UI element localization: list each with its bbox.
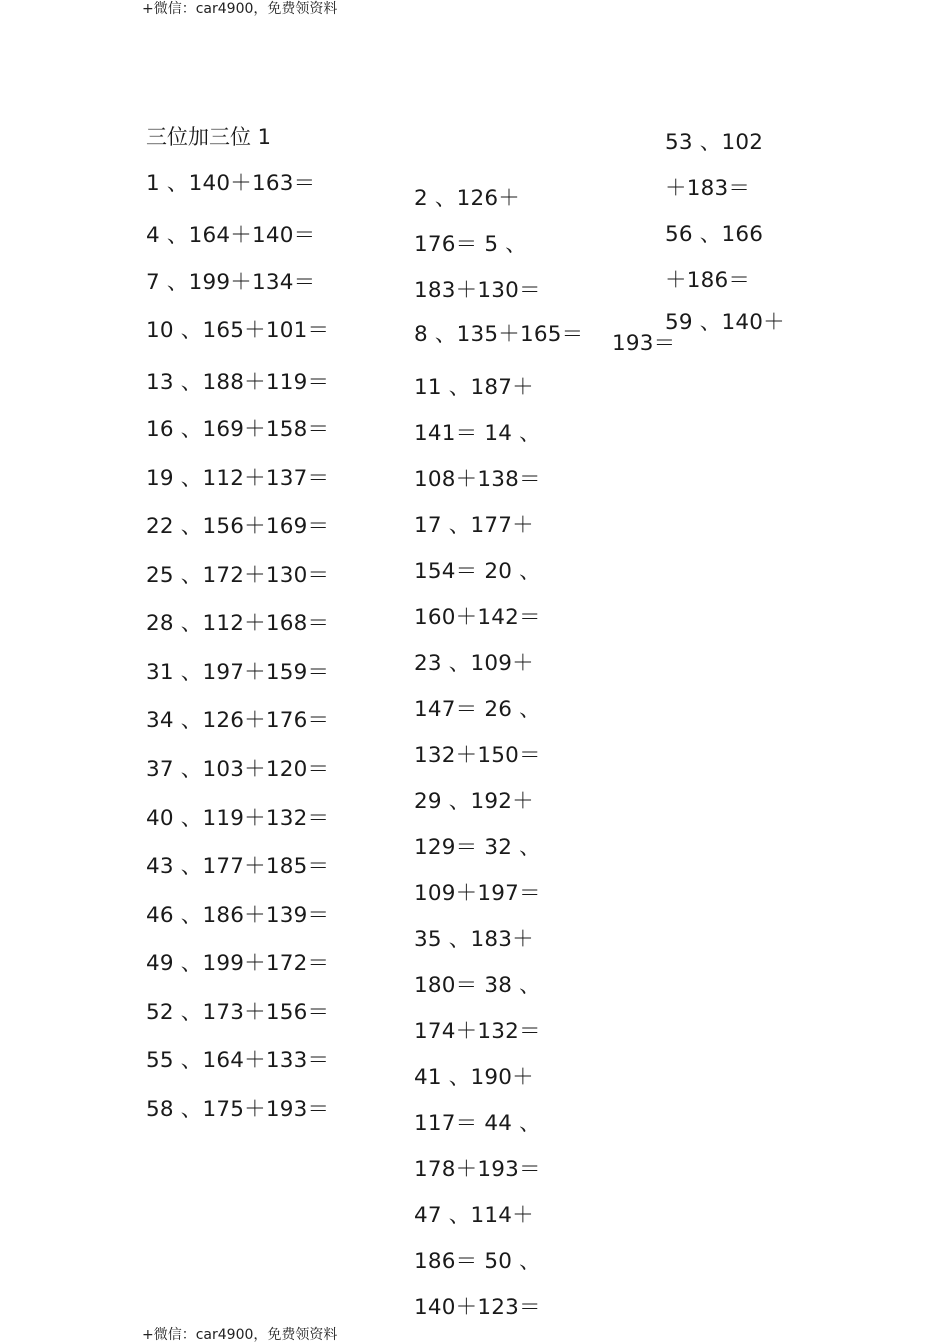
problem-item: 49 、199＋172＝: [146, 951, 330, 976]
problem-item: 22 、156＋169＝: [146, 514, 330, 539]
problem-item: 59 、140＋: [665, 310, 785, 335]
problem-item: 46 、186＋139＝: [146, 903, 330, 928]
problem-item: 180＝ 38 、: [414, 973, 541, 998]
watermark-bottom: +微信：car4900，免费领资料: [142, 1327, 338, 1343]
problem-item: 160＋142＝: [414, 605, 541, 630]
problem-item: 178＋193＝: [414, 1157, 541, 1182]
problem-item: 117＝ 44 、: [414, 1111, 541, 1136]
problem-item: 31 、197＋159＝: [146, 660, 330, 685]
problem-item: 132＋150＝: [414, 743, 541, 768]
problem-item: 34 、126＋176＝: [146, 708, 330, 733]
problem-item: 147＝ 26 、: [414, 697, 541, 722]
problem-item: 10 、165＋101＝: [146, 318, 330, 343]
problem-item: 129＝ 32 、: [414, 835, 541, 860]
problem-item: 58 、175＋193＝: [146, 1097, 330, 1122]
problem-item: 183＋130＝: [414, 278, 541, 303]
problem-item: 4 、164＋140＝: [146, 223, 316, 248]
problem-item: 52 、173＋156＝: [146, 1000, 330, 1025]
problem-item: ＋183＝: [665, 176, 751, 201]
problem-item: 2 、126＋: [414, 186, 520, 211]
problem-item: 140＋123＝: [414, 1295, 541, 1320]
problem-item: 16 、169＋158＝: [146, 417, 330, 442]
problem-item: 108＋138＝: [414, 467, 541, 492]
problem-item: 41 、190＋: [414, 1065, 534, 1090]
problem-item: 47 、114＋: [414, 1203, 534, 1228]
problem-item: 37 、103＋120＝: [146, 757, 330, 782]
problem-item: 56 、166: [665, 222, 764, 247]
problem-item: 25 、172＋130＝: [146, 563, 330, 588]
problem-item: 55 、164＋133＝: [146, 1048, 330, 1073]
problem-item: 35 、183＋: [414, 927, 534, 952]
problem-item: 193＝: [612, 331, 676, 356]
page-title: 三位加三位 1: [146, 125, 272, 149]
problem-item: 1 、140＋163＝: [146, 171, 316, 196]
problem-item: 154＝ 20 、: [414, 559, 541, 584]
problem-item: 13 、188＋119＝: [146, 370, 330, 395]
problem-item: 19 、112＋137＝: [146, 466, 330, 491]
problem-item: 186＝ 50 、: [414, 1249, 541, 1274]
problem-item: 53 、102: [665, 130, 764, 155]
problem-item: 8 、135＋165＝: [414, 322, 584, 347]
problem-item: 174＋132＝: [414, 1019, 541, 1044]
problem-item: 23 、109＋: [414, 651, 534, 676]
watermark-top: +微信：car4900，免费领资料: [142, 1, 338, 17]
problem-item: 17 、177＋: [414, 513, 534, 538]
problem-item: 28 、112＋168＝: [146, 611, 330, 636]
problem-item: 11 、187＋: [414, 375, 534, 400]
problem-item: 7 、199＋134＝: [146, 270, 316, 295]
problem-item: 29 、192＋: [414, 789, 534, 814]
problem-item: 176＝ 5 、: [414, 232, 527, 257]
problem-item: 109＋197＝: [414, 881, 541, 906]
problem-item: 43 、177＋185＝: [146, 854, 330, 879]
problem-item: 141＝ 14 、: [414, 421, 541, 446]
problem-item: ＋186＝: [665, 268, 751, 293]
problem-item: 40 、119＋132＝: [146, 806, 330, 831]
